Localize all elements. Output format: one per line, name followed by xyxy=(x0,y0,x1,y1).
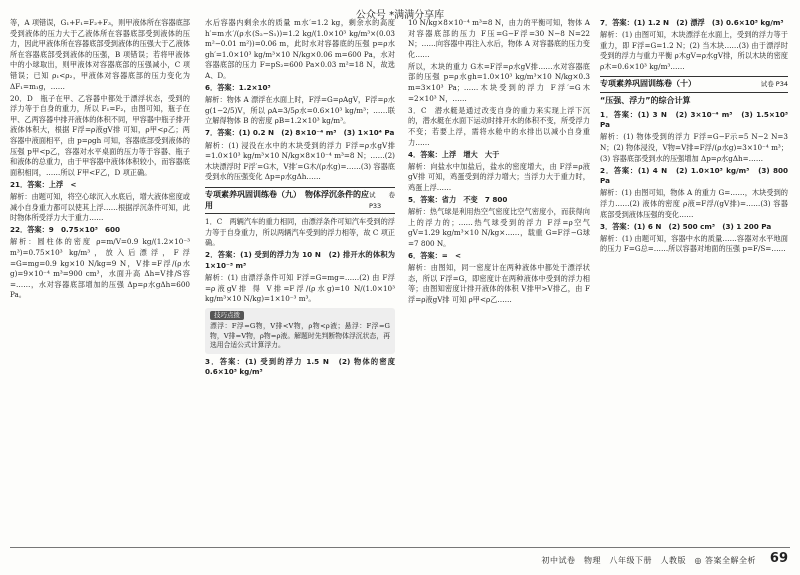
paragraph: 解析：物体 A 漂浮在水面上时，F浮=G=ρAgV，F浮=ρ水g(1−2/5)V，所以 ρA=3/5ρ水=0.6×10³ kg/m³；……联立解得物体 B 的密度 ρB=1.2×10³ kg/m³。 xyxy=(205,95,395,126)
answer-line: 3．答案：(1) 受到的浮力 1.5 N (2) 物体的密度 0.6×10³ kg/m³ xyxy=(205,356,395,377)
answer-line: 1．答案：(1) 3 N (2) 3×10⁻⁴ m³ (3) 1.5×10³ Pa xyxy=(600,109,788,130)
tip-label: 技巧点拨 xyxy=(210,311,244,321)
paragraph: 解析：由图知，同一密度计在两种液体中都处于漂浮状态，所以 F浮=G，即密度计在两种液体中受到的浮力相等；由图知密度计排开液体的体积 V排甲>V排乙，由 F浮=ρ液gV排 可知 ρ甲<ρ乙…… xyxy=(408,263,590,304)
section-page-ref: 试卷 P34 xyxy=(760,80,788,89)
answer-line: 2．答案：(1) 受到的浮力为 10 N (2) 排开水的体积为 1×10⁻³ m³ xyxy=(205,250,395,270)
answer-line: 7．答案：(1) 1.2 N (2) 漂浮 (3) 0.6×10³ kg/m³ xyxy=(600,18,784,27)
paragraph: 3．C 潜水艇是通过改变自身的重力来实现上浮下沉的，潜水艇在水面下运动时排开水的体积不变，所受浮力不变；若要上浮，需将水舱中的水排出以减小自身重力…… xyxy=(408,105,590,147)
answer-column-1 xyxy=(10,18,190,543)
paragraph: 解析：(1) 由图可知，木块漂浮在水面上，受到的浮力等于重力，即 F浮=G=1.2 N；(2) 当木块……(3) 由于漂浮时受到的浮力与重力平衡 ρ木gV=ρ水gV排，所以木块的密度 ρ木=0.6×10³ kg/m³…… xyxy=(600,30,788,71)
answer-line: 5．答案：省力 不变 7 800 xyxy=(408,195,508,204)
answer-line: 7．答案：(1) 0.2 N (2) 8×10⁻⁴ m³ (3) 1×10⁴ Pa xyxy=(205,128,395,138)
paragraph: 水后容器内剩余水的质量 m水′=1.2 kg，剩余水的高度 h′=m水′/(ρ水(S₂−S₁))=1.2 kg/(1.0×10³ kg/m³×(0.03 m²−0.01 m²))=0.06 m，此时水对容器底的压强 p=ρ水gh′=1.0×10³ kg/m³×10 N/kg×0.06 m=600 Pa，水对容器底部的压力 F=pS₂=600 Pa×0.03 m²=18 N，故选 A、D。 xyxy=(205,18,395,80)
section-header-10 xyxy=(600,76,788,93)
section-header-9 xyxy=(205,187,395,214)
paragraph: 解析：由题可知，将空心球沉入水底后，增大液体密度或减小自身重力都可以使其上浮……根据浮沉条件可知，此时物体所受浮力大于重力…… xyxy=(10,192,190,223)
paragraph: 解析：向盐水中加盐后，盐水的密度增大，由 F浮=ρ液gV排 可知，鸡蛋受到的浮力增大；当浮力大于重力时，鸡蛋上浮…… xyxy=(408,161,590,192)
answer-line: 4．答案：上浮 增大 大于 xyxy=(408,149,500,159)
answer-column-2 xyxy=(205,18,395,543)
answer-column-4 xyxy=(600,18,788,543)
watermark-text: 公众号 *满满分享库 xyxy=(355,10,445,21)
answer-line: 6．答案：= < xyxy=(408,250,461,260)
paragraph: 解析：(1) 物体受到的浮力 F浮=G−F示=5 N−2 N=3 N；(2) 物体浸没，V物=V排=F浮/(ρ水g)=3×10⁻⁴ m³；(3) 容器底部受到水的压强增加 Δp=ρ水gΔh=…… xyxy=(600,132,788,163)
paragraph: 20．D 瓶子在甲、乙容器中都处于漂浮状态，受到的浮力等于自身的重力，所以 F₁=F₂，由图可知，瓶子在甲、乙两容器中排开液体的体积不同，甲容器中瓶子排开液体体积大，根据 F浮=ρ液gV排 可知，ρ甲<ρ乙；两容器中液面相平，由 p=ρgh 可知，容器底部受到液体的压强 p甲<p乙，容器对水平桌面的压力等于容器、瓶子和液体的总重力，由于甲容器中液体体积较小，而容器底面积相同，……所以 F甲<F乙，D 项正确。 xyxy=(10,93,190,177)
answer-line: 22．答案：9 0.75×10³ 600 xyxy=(10,225,121,235)
paragraph: 解析：(1) 由漂浮条件可知 F浮=G=mg=……(2) 由 F浮=ρ液gV排 得 V排=F浮/(ρ水g)=10 N/(1.0×10³ kg/m³×10 N/kg)=1×10⁻³ m³。 xyxy=(205,273,395,304)
section-title: 专项素养巩固训练卷（十） xyxy=(600,79,696,89)
answer-line: 6．答案：1.2×10³ xyxy=(205,83,271,93)
answer-column-3 xyxy=(408,18,590,543)
paragraph: 等，A 项错误，G₁+F₁=F₂+F₃，则甲液体所在容器底部受到液体的压力大于乙液体所在容器底部受到液体的压力，因此甲液体所在容器底部受到液体的压强大于乙液体所在容器底部受到液体的压强，B 项错误；若将甲液体中的小球取出，则甲液体对容器底部的压强减小，C 项错误；已知 ρ₁<ρ₂，甲液体对容器底部的压力变化为 ΔF₁=m₁g，…… xyxy=(10,18,190,91)
tip-text: 漂浮：F浮=G物，V排<V物，ρ物<ρ液；悬浮：F浮=G物，V排=V物，ρ物=ρ液。解题时先判断物体浮沉状态，再选用合适公式计算浮力。 xyxy=(210,322,390,350)
paragraph: 解析：(1) 由题可知，容器中水的质量……容器对水平地面的压力 F=G总=……所以容器对地面的压强 p=F/S=…… xyxy=(600,233,788,254)
paragraph: 解析：(1) 浸没在水中的木块受到的浮力 F浮=ρ水gV排=1.0×10³ kg/m³×10 N/kg×8×10⁻⁴ m³=8 N；……(2) 木块漂浮时 F浮′=G木，V排′=G木/(ρ水g)=……(3) 容器底受到水的压强变化 Δp=ρ水gΔh…… xyxy=(205,140,395,182)
answer-line: 2．答案：(1) 4 N (2) 1.0×10³ kg/m³ (3) 800 Pa xyxy=(600,165,788,186)
tip-box xyxy=(205,308,395,354)
paragraph: 所以，木块的重力 G木=F浮=ρ水gV排……水对容器底部的压强 p=ρ水gh=1.0×10³ kg/m³×10 N/kg×0.3 m=3×10³ Pa；……木块受到的浮力 F浮′=G木=2×10³ N，…… xyxy=(408,61,590,103)
page-number: 69 xyxy=(769,551,788,566)
paragraph: 1．C 两辆汽车的重力相同，由漂浮条件可知汽车受到的浮力等于自身重力，所以两辆汽车受到的浮力相等，故 C 项正确。 xyxy=(205,217,395,248)
answer-line: 21．答案：上浮 < xyxy=(10,179,77,189)
paragraph: 解析：热气球是利用热空气密度比空气密度小，而获得向上的浮力的；……热气球受到的浮力 F浮=ρ空气gV=1.29 kg/m³×10 N/kg×……，载重 G=F浮−G球=7 800 N。 xyxy=(408,207,590,248)
footer-divider xyxy=(10,547,790,548)
page-footer xyxy=(0,545,800,575)
section-page-ref: 试卷 P33 xyxy=(369,190,395,210)
answer-line: 3．答案：(1) 6 N (2) 500 cm³ (3) 1 200 Pa xyxy=(600,221,772,231)
paragraph: 10 N/kg×8×10⁻⁴ m³=8 N，由力的平衡可知，物体 A 对容器底部的压力 F压=G−F浮=30 N−8 N=22 N；……向容器中再注入水后，物体 A 对容器底的压力变化…… xyxy=(408,18,590,59)
paragraph: 解析：圆柱体的密度 ρ=m/V=0.9 kg/(1.2×10⁻³ m³)=0.75×10³ kg/m³，放入后漂浮，F浮=G=mg=0.9 kg×10 N/kg=9 N，V排=F浮/(ρ水g)=9×10⁻⁴ m³=900 cm³，水面升高 Δh=V排/S容=……，水对容器底部增加的压强 Δp=ρ水gΔh=600 Pa。 xyxy=(10,237,190,300)
section-subtitle: “压强、浮力”的综合计算 xyxy=(600,96,691,106)
paragraph: 解析：(1) 由图可知，物体 A 的重力 G=……，木块受到的浮力……(2) 液体的密度 ρ液=F浮/(gV排)=……(3) 容器底部受到液体压强的变化…… xyxy=(600,188,788,219)
footer-text: 初中试卷 物理 八年级下册 人教版 ◎ 答案全解全析 xyxy=(541,556,756,565)
section-title: 专项素养巩固训练卷（九） 物体浮沉条件的应用 xyxy=(205,189,369,210)
